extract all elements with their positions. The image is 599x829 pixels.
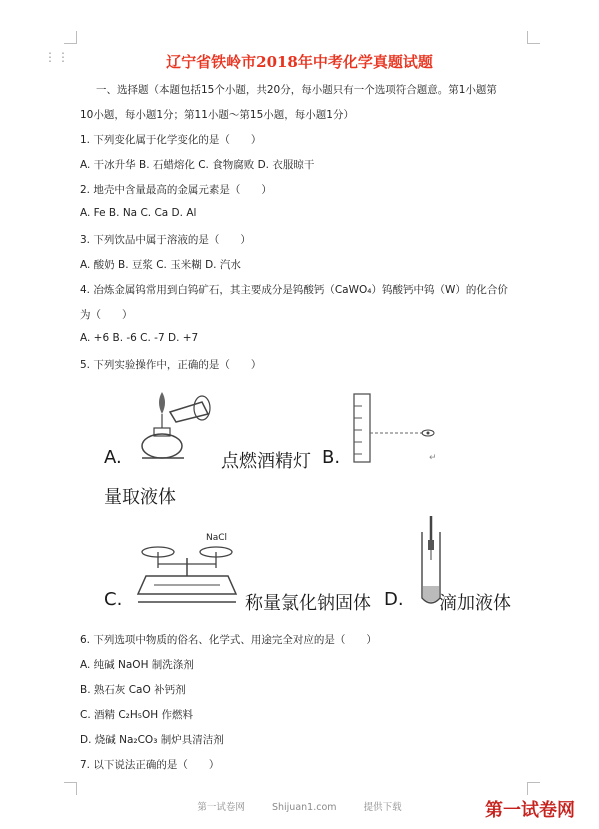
question-1-options: A. 干冰升华 B. 石蜡熔化 C. 食物腐败 D. 衣服晾干 [80,159,315,171]
figure-c-caption: 称量氯化钠固体 [245,593,371,614]
question-4-continued: 为（ ） [80,309,133,321]
question-5: 5. 下列实验操作中，正确的是（ ） [80,359,262,371]
question-4: 4. 冶炼金属钨常用到白钨矿石，其主要成分是钨酸钙（CaWO₄）钨酸钙中钨（W）的化合价 [80,284,508,296]
brand-logo-text: 第一试卷网 [485,800,575,821]
crop-mark-bottom-left [64,782,77,795]
question-6-option-a: A. 纯碱 NaOH 制洗涤剂 [80,659,194,671]
figure-b-caption: 量取液体 [104,487,176,508]
question-6-option-c: C. 酒精 C₂H₅OH 作燃料 [80,709,193,721]
alcohol-lamp-illustration [132,384,220,466]
crop-mark-bottom-right [527,782,540,795]
question-6: 6. 下列选项中物质的俗名、化学式、用途完全对应的是（ ） [80,634,377,646]
crop-mark-top-right [527,31,540,44]
figure-d-caption: 滴加液体 [439,593,511,614]
figure-a-caption: 点燃酒精灯 [221,451,311,472]
question-4-options: A. +6 B. -6 C. -7 D. +7 [80,332,199,344]
graduated-cylinder-illustration [348,392,438,466]
question-6-option-b: B. 熟石灰 CaO 补钙剂 [80,684,186,696]
question-2: 2. 地壳中含量最高的金属元素是（ ） [80,184,272,196]
footer-note: 提供下载 [363,802,402,813]
balance-scale-illustration [136,528,242,612]
section-intro-line-2: 10小题，每小题1分；第11小题～第15小题，每小题1分） [80,109,354,121]
crop-mark-top-left [64,31,77,44]
question-1: 1. 下列变化属于化学变化的是（ ） [80,134,262,146]
question-3-options: A. 酸奶 B. 豆浆 C. 玉米糊 D. 汽水 [80,259,241,271]
return-mark: ↵ [429,453,437,463]
section-intro-line-1: 一、选择题（本题包括15个小题，共20分，每小题只有一个选项符合题意。第1小题第 [96,84,497,96]
figure-c-letter: C. [104,589,123,610]
question-2-options: A. Fe B. Na C. Ca D. Al [80,207,197,219]
question-6-option-d: D. 烧碱 Na₂CO₃ 制炉具清洁剂 [80,734,224,746]
question-7: 7. 以下说法正确的是（ ） [80,759,220,771]
footer-domain: Shijuan1.com [271,802,337,813]
document-title: 辽宁省铁岭市2018年中考化学真题试题 [166,53,433,71]
footer-site-name: 第一试卷网 [197,802,245,813]
drag-handle-icon[interactable]: ⋮⋮ [44,50,70,64]
figure-b-letter: B. [322,447,341,468]
figure-a-letter: A. [104,447,122,468]
nacl-label: NaCl [206,533,228,543]
question-3: 3. 下列饮品中属于溶液的是（ ） [80,234,251,246]
figure-d-letter: D. [384,589,404,610]
